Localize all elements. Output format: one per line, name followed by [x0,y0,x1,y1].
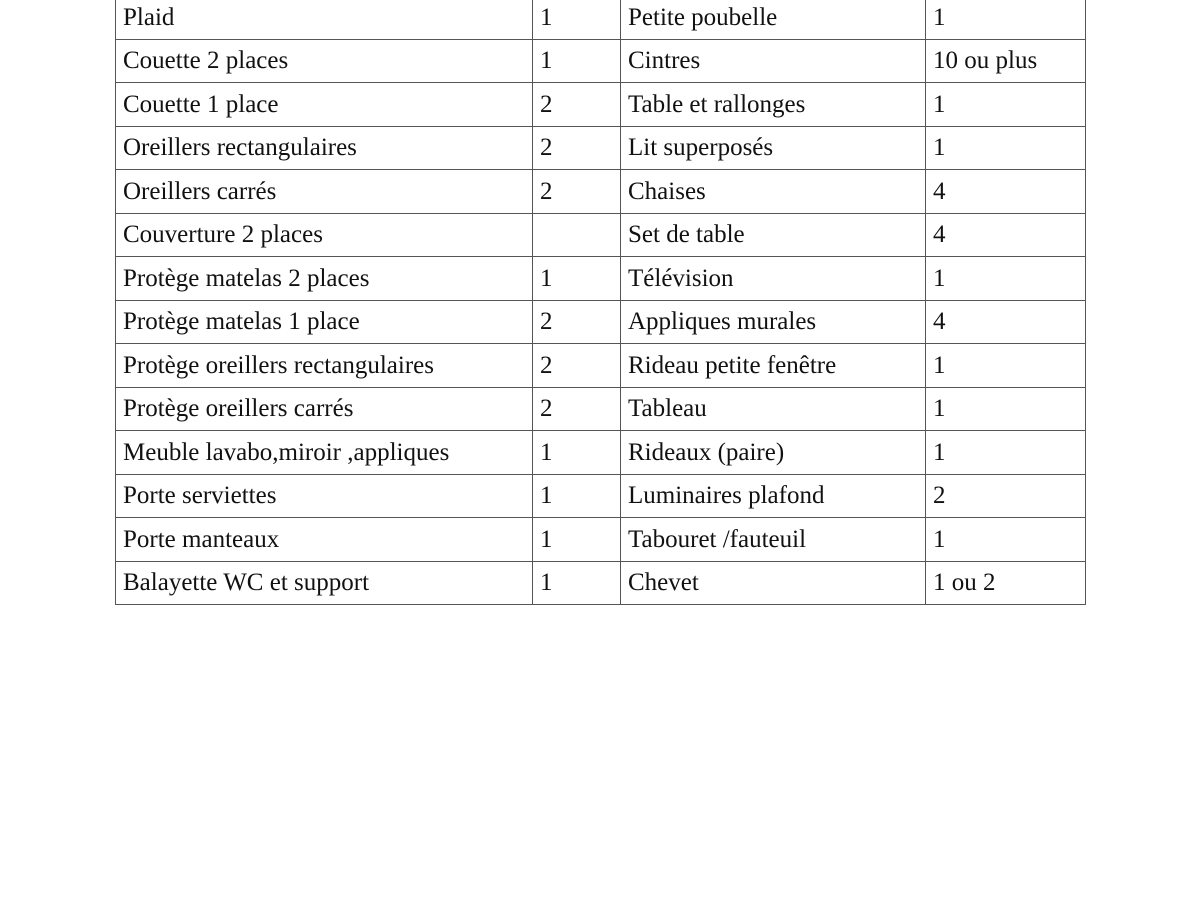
table-row [116,387,1086,431]
item-cell-right: Chevet [621,561,926,605]
qty-cell-right: 1 [926,257,1086,301]
item-cell-left: Oreillers carrés [116,170,533,214]
qty-cell-right: 1 [926,126,1086,170]
qty-cell-left: 2 [533,83,621,127]
item-cell-right: Télévision [621,257,926,301]
item-cell-right: Set de table [621,213,926,257]
qty-cell-left: 2 [533,300,621,344]
table-row [116,0,1086,39]
qty-cell-right: 1 [926,518,1086,562]
table-row [116,431,1086,475]
item-cell-left: Porte serviettes [116,474,533,518]
qty-cell-left: 1 [533,431,621,475]
item-cell-right: Rideau petite fenêtre [621,344,926,388]
item-cell-left: Couverture 2 places [116,213,533,257]
item-cell-right: Cintres [621,39,926,83]
table-row [116,257,1086,301]
item-cell-left: Porte manteaux [116,518,533,562]
table-row [116,170,1086,214]
qty-cell-left: 2 [533,344,621,388]
item-cell-right: Luminaires plafond [621,474,926,518]
qty-cell-right: 4 [926,300,1086,344]
qty-cell-left [533,213,621,257]
item-cell-right: Tableau [621,387,926,431]
item-cell-right: Tabouret /fauteuil [621,518,926,562]
table-row [116,213,1086,257]
qty-cell-left: 2 [533,170,621,214]
item-cell-right: Petite poubelle [621,0,926,39]
table-row [116,39,1086,83]
qty-cell-left: 1 [533,39,621,83]
item-cell-left: Plaid [116,0,533,39]
qty-cell-right: 10 ou plus [926,39,1086,83]
qty-cell-right: 1 ou 2 [926,561,1086,605]
qty-cell-right: 1 [926,431,1086,475]
inventory-table-body [116,0,1086,605]
qty-cell-right: 1 [926,344,1086,388]
item-cell-right: Appliques murales [621,300,926,344]
qty-cell-left: 1 [533,518,621,562]
qty-cell-left: 1 [533,257,621,301]
table-row [116,561,1086,605]
item-cell-left: Oreillers rectangulaires [116,126,533,170]
qty-cell-left: 2 [533,126,621,170]
table-row [116,300,1086,344]
item-cell-right: Chaises [621,170,926,214]
table-row [116,474,1086,518]
qty-cell-left: 1 [533,474,621,518]
item-cell-right: Lit superposés [621,126,926,170]
table-row [116,126,1086,170]
qty-cell-left: 1 [533,561,621,605]
item-cell-left: Protège oreillers rectangulaires [116,344,533,388]
qty-cell-left: 1 [533,0,621,39]
item-cell-right: Table et rallonges [621,83,926,127]
qty-cell-right: 1 [926,0,1086,39]
item-cell-left: Balayette WC et support [116,561,533,605]
inventory-table [115,0,1086,605]
item-cell-left: Meuble lavabo,miroir ,appliques [116,431,533,475]
item-cell-left: Protège oreillers carrés [116,387,533,431]
qty-cell-right: 4 [926,213,1086,257]
qty-cell-right: 1 [926,83,1086,127]
item-cell-left: Couette 2 places [116,39,533,83]
qty-cell-right: 1 [926,387,1086,431]
item-cell-left: Protège matelas 2 places [116,257,533,301]
table-row [116,83,1086,127]
table-row [116,344,1086,388]
item-cell-left: Couette 1 place [116,83,533,127]
qty-cell-left: 2 [533,387,621,431]
table-row [116,518,1086,562]
item-cell-right: Rideaux (paire) [621,431,926,475]
qty-cell-right: 4 [926,170,1086,214]
qty-cell-right: 2 [926,474,1086,518]
item-cell-left: Protège matelas 1 place [116,300,533,344]
